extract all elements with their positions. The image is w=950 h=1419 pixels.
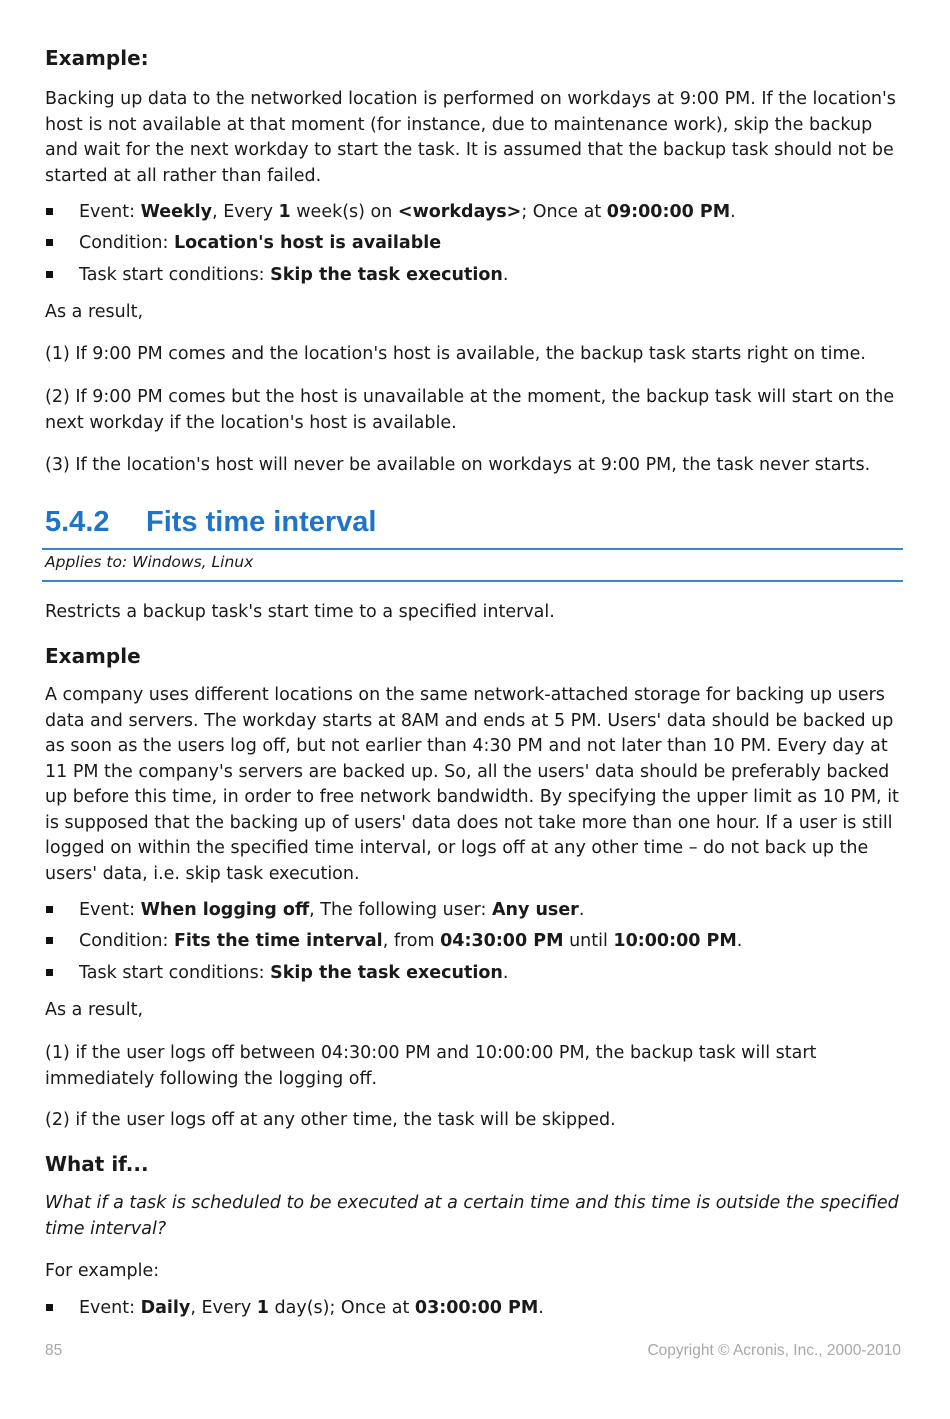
example-paragraph: A company uses different locations on the same network-attached storage for backing up users data and servers. The workday starts at 8AM and ends at 5 PM. Users' data should be backed up as soon as the users log off, but not earlier than 4:30 PM and not later than 10 PM. Every day at 11 PM the company's servers are backed up. So, all the users' data should be preferably backed up before this time, in order to free network bandwidth. By specifying the upper limit as 10 PM, it is supposed that the backing up of users' data does not take more than one hour. If a user is still logged on within the specified time interval, or logs off at any other time – do not back up the users' data, i.e. skip task execution. <box>45 685 899 884</box>
bullet-square-icon <box>46 1304 53 1311</box>
example-heading: Example: <box>45 46 149 70</box>
page-number: 85 <box>45 1342 63 1359</box>
section-title <box>45 506 376 539</box>
copyright: Copyright © Acronis, Inc., 2000-2010 <box>647 1342 901 1359</box>
result-item: (1) if the user logs off between 04:30:00 PM and 10:00:00 PM, the backup task will start immediately following the logging off. <box>45 1043 817 1089</box>
divider <box>42 580 903 582</box>
result-item: (3) If the location's host will never be available on workdays at 9:00 PM, the task never starts. <box>45 455 871 475</box>
section-intro: Restricts a backup task's start time to a specified interval. <box>45 602 555 622</box>
example-paragraph: Backing up data to the networked location is performed on workdays at 9:00 PM. If the location's host is not available at that moment (for instance, due to maintenance work), skip the backup and wait for the next workday to start the task. It is assumed that the backup task should not be started at all rather than failed. <box>45 89 896 186</box>
result-intro: As a result, <box>45 302 144 322</box>
applies-to: Applies to: Windows, Linux <box>45 553 254 571</box>
divider <box>42 548 903 550</box>
bullet-square-icon <box>46 208 53 215</box>
section-number: 5.4.2 <box>45 506 110 538</box>
result-item: (2) if the user logs off at any other time, the task will be skipped. <box>45 1110 616 1130</box>
result-intro: As a result, <box>45 1000 144 1020</box>
bullet-square-icon <box>46 906 53 913</box>
bullet-square-icon <box>46 239 53 246</box>
result-item: (2) If 9:00 PM comes but the host is unavailable at the moment, the backup task will start on the next workday if the location's host is available. <box>45 387 895 433</box>
bullet-square-icon <box>46 969 53 976</box>
for-example-label: For example: <box>45 1261 160 1281</box>
bullet-square-icon <box>46 271 53 278</box>
bullet-square-icon <box>46 937 53 944</box>
result-item: (1) If 9:00 PM comes and the location's host is available, the backup task starts right on time. <box>45 344 866 364</box>
example-heading: Example <box>45 644 141 668</box>
section-title-text: Fits time interval <box>146 506 377 538</box>
whatif-heading: What if... <box>45 1152 149 1176</box>
whatif-question: What if a task is scheduled to be executed at a certain time and this time is outside the specified time interval? <box>45 1193 899 1239</box>
